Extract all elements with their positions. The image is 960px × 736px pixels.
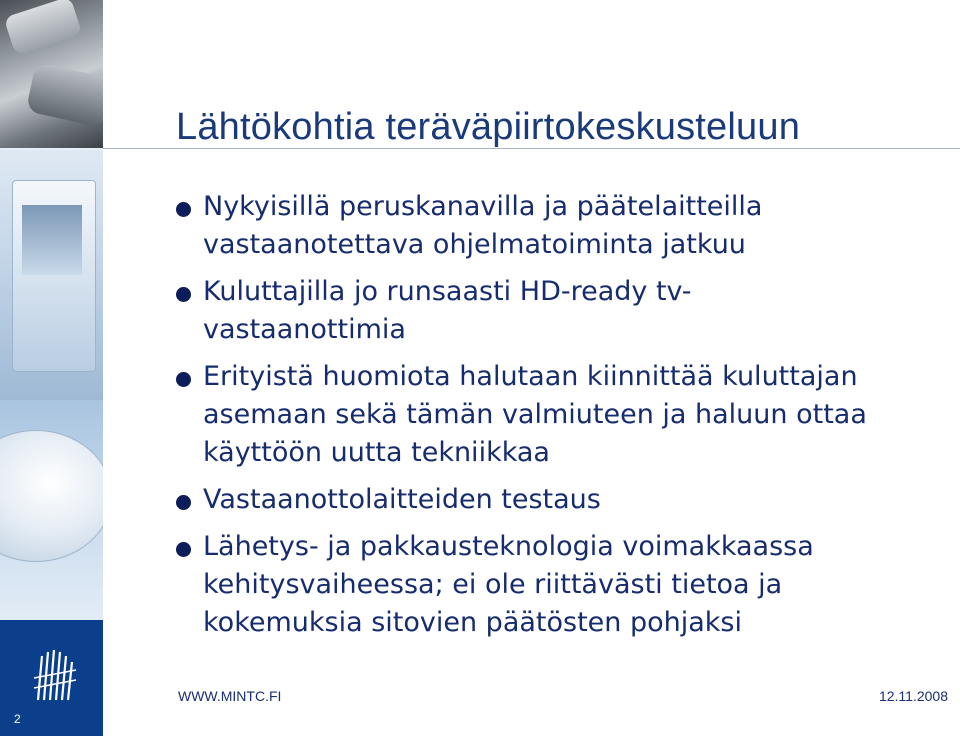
device-shape bbox=[4, 0, 83, 56]
slide-title: Lähtökohtia teräväpiirtokeskusteluun bbox=[176, 106, 801, 148]
bullet-line: vastaanottimia bbox=[203, 314, 406, 345]
bullet-line: asemaan sekä tämän valmiuteen ja haluun ottaa bbox=[203, 399, 867, 430]
bullet-list bbox=[176, 188, 936, 651]
truck-photo bbox=[0, 150, 103, 400]
mobile-devices-photo bbox=[0, 0, 103, 148]
bullet-dot-icon bbox=[176, 202, 191, 217]
bullet-dot-icon bbox=[176, 372, 191, 387]
ministry-logo-icon bbox=[32, 648, 78, 704]
footer-url: WWW.MINTC.FI bbox=[178, 688, 282, 704]
bullet-line: Vastaanottolaitteiden testaus bbox=[203, 484, 601, 515]
bullet-item bbox=[176, 481, 936, 519]
ministry-logo-box bbox=[0, 620, 103, 736]
bullet-line: kokemuksia sitovien päätösten pohjaksi bbox=[203, 607, 742, 638]
side-photo-strip bbox=[0, 0, 103, 736]
bullet-line: vastaanotettava ohjelmatoiminta jatkuu bbox=[203, 229, 746, 260]
bullet-line: Kuluttajilla jo runsaasti HD-ready tv- bbox=[203, 276, 692, 307]
bullet-dot-icon bbox=[176, 495, 191, 510]
dish-shape bbox=[0, 430, 103, 562]
bullet-line: Erityistä huomiota halutaan kiinnittää kuluttajan bbox=[203, 361, 858, 392]
footer-date: 12.11.2008 bbox=[878, 688, 948, 704]
page-number: 2 bbox=[14, 712, 21, 726]
bullet-dot-icon bbox=[176, 287, 191, 302]
bullet-item bbox=[176, 273, 936, 349]
bullet-item bbox=[176, 358, 936, 472]
bullet-dot-icon bbox=[176, 542, 191, 557]
bullet-line: kehitysvaiheessa; ei ole riittävästi tietoa ja bbox=[203, 569, 783, 600]
bullet-line: Lähetys- ja pakkausteknologia voimakkaassa bbox=[203, 531, 814, 562]
truck-window-shape bbox=[22, 205, 82, 275]
satellite-dish-photo bbox=[0, 400, 103, 620]
bullet-line: käyttöön uutta tekniikkaa bbox=[203, 437, 550, 468]
bullet-item bbox=[176, 528, 936, 642]
bullet-item bbox=[176, 188, 936, 264]
bullet-line: Nykyisillä peruskanavilla ja päätelaitteilla bbox=[203, 191, 763, 222]
device-shape bbox=[26, 62, 103, 128]
title-divider bbox=[103, 148, 960, 149]
